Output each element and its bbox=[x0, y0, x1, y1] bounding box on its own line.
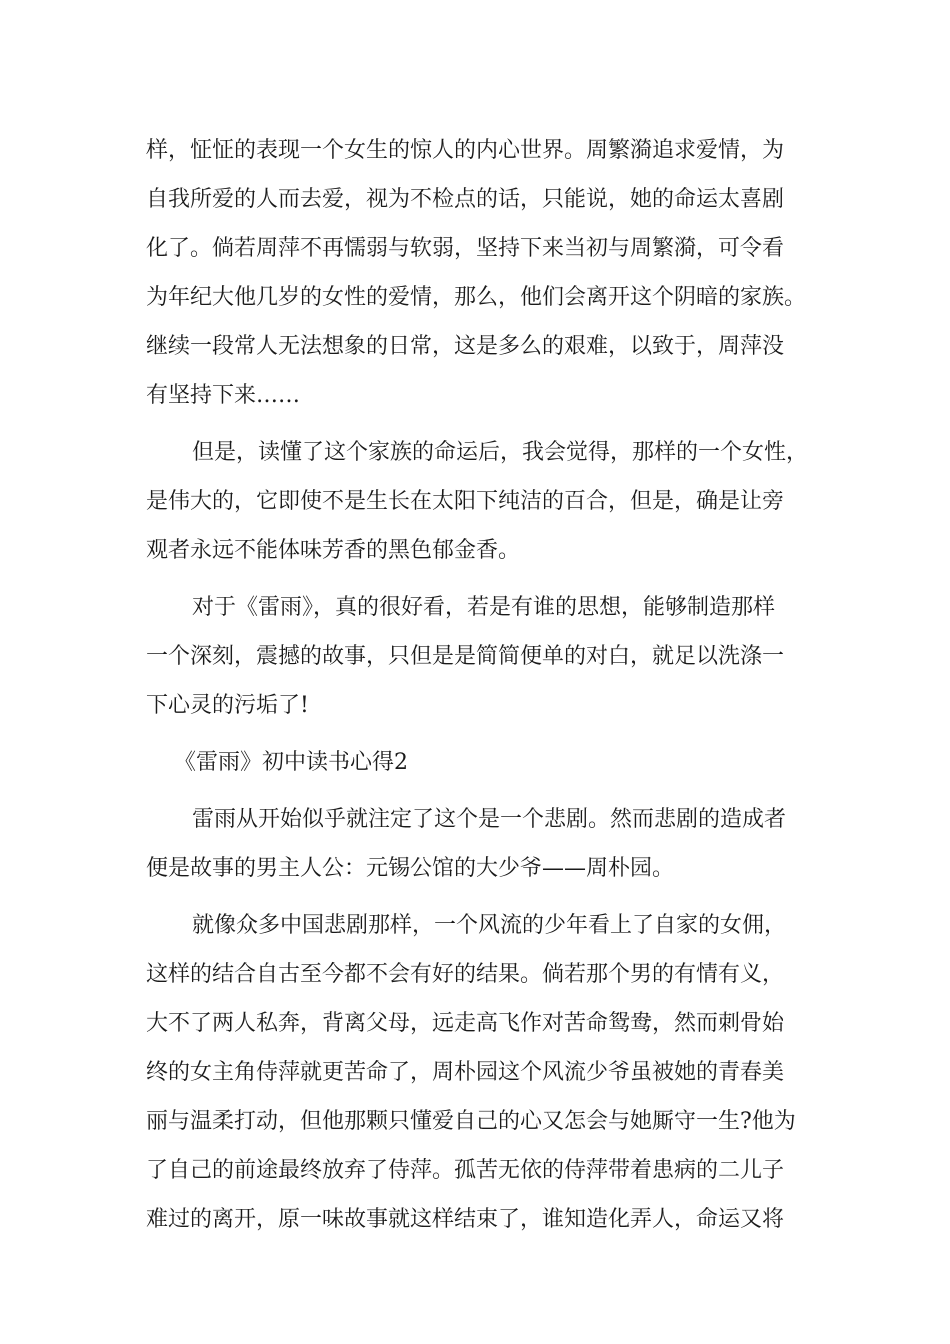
paragraph-line: 样，怔怔的表现一个女生的惊人的内心世界。周繁漪追求爱情，为 bbox=[146, 138, 785, 163]
paragraph-line: 有坚持下来…… bbox=[146, 383, 301, 408]
paragraph-line: 丽与温柔打动，但他那颗只懂爱自己的心又怎会与她厮守一生?他为 bbox=[146, 1109, 796, 1134]
paragraph-line: 难过的离开，原一味故事就这样结束了，谁知造化弄人，命运又将 bbox=[146, 1207, 785, 1232]
paragraph-line: 终的女主角侍萍就更苦命了，周朴园这个风流少爷虽被她的青春美 bbox=[146, 1060, 785, 1085]
paragraph-5 bbox=[146, 901, 826, 1244]
paragraph-line: 自我所爱的人而去爱，视为不检点的话，只能说，她的命运太喜剧 bbox=[146, 187, 785, 212]
paragraph-line: 对于《雷雨》，真的很好看，若是有谁的思想，能够制造那样 bbox=[192, 595, 776, 620]
paragraph-line: 便是故事的男主人公：元锡公馆的大少爷——周朴园。 bbox=[146, 856, 675, 881]
paragraph-2 bbox=[146, 428, 826, 575]
paragraph-3 bbox=[146, 583, 826, 730]
paragraph-line: 但是，读懂了这个家族的命运后，我会觉得，那样的一个女性， bbox=[192, 440, 809, 465]
paragraph-line: 一个深刻，震撼的故事，只但是是简简便单的对白，就足以洗涤一 bbox=[146, 644, 785, 669]
paragraph-line: 观者永远不能体味芳香的黑色郁金香。 bbox=[146, 538, 521, 563]
paragraph-line: 化了。倘若周萍不再懦弱与软弱，坚持下来当初与周繁漪，可令看 bbox=[146, 236, 785, 261]
paragraph-line: 大不了两人私奔，背离父母，远走高飞作对苦命鸳鸯，然而刺骨始 bbox=[146, 1011, 785, 1036]
paragraph-line: 继续一段常人无法想象的日常，这是多么的艰难，以致于，周萍没 bbox=[146, 334, 785, 359]
paragraph-line: 为年纪大他几岁的女性的爱情，那么，他们会离开这个阴暗的家族。 bbox=[146, 285, 807, 310]
paragraph-line: 是伟大的，它即使不是生长在太阳下纯洁的百合，但是，确是让旁 bbox=[146, 489, 785, 514]
paragraph-line: 了自己的前途最终放弃了侍萍。孤苦无依的侍萍带着患病的二儿子 bbox=[146, 1158, 785, 1183]
paragraph-line: 这样的结合自古至今都不会有好的结果。倘若那个男的有情有义， bbox=[146, 962, 785, 987]
paragraph-1 bbox=[146, 126, 826, 420]
paragraph-4 bbox=[146, 795, 826, 893]
document-body bbox=[146, 126, 826, 1244]
paragraph-line: 下心灵的污垢了! bbox=[146, 693, 309, 718]
section-subtitle: 《雷雨》初中读书心得2 bbox=[174, 750, 408, 775]
paragraph-line: 就像众多中国悲剧那样，一个风流的少年看上了自家的女佣， bbox=[192, 913, 787, 938]
paragraph-line: 雷雨从开始似乎就注定了这个是一个悲剧。然而悲剧的造成者 bbox=[192, 807, 787, 832]
